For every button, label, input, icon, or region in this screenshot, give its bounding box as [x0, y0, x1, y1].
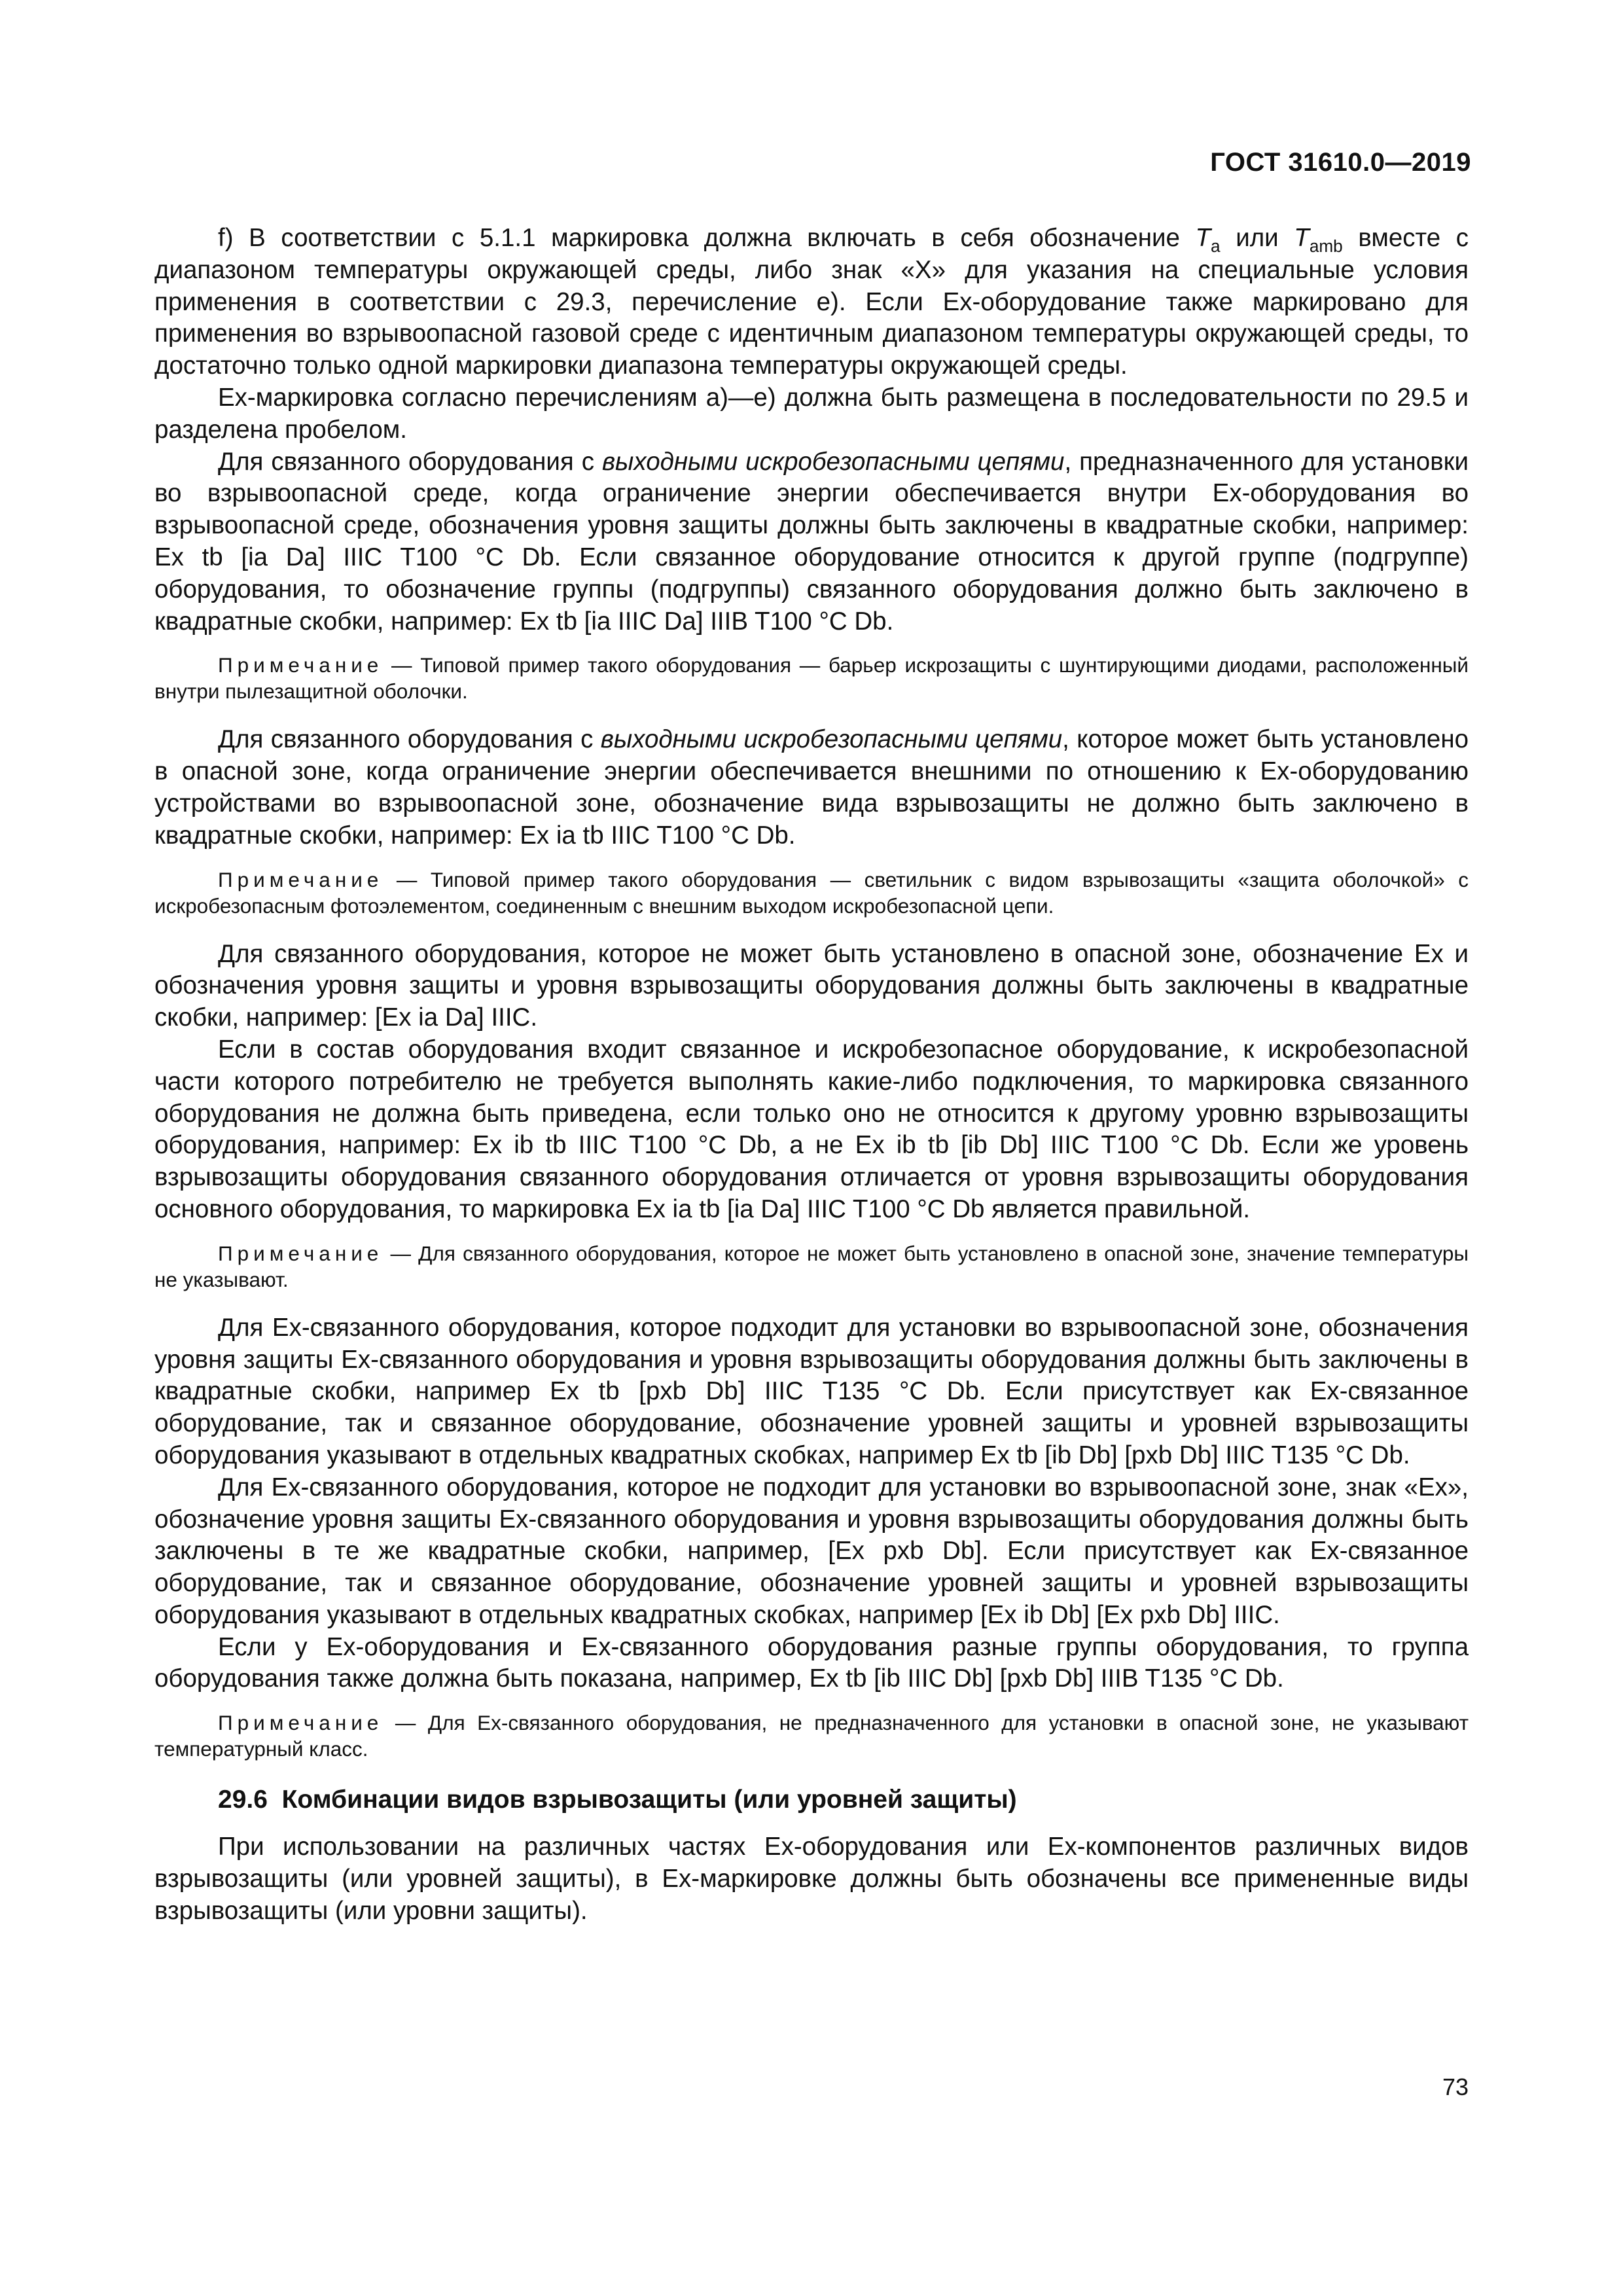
paragraph — [154, 724, 1469, 852]
text-run: f) В соответствии с 5.1.1 маркировка должна включать в себя обозначение — [218, 224, 1196, 252]
subscript-amb: amb — [1309, 236, 1343, 257]
note-text: — Для Ex-связанного оборудования, не предназначенного для установки в опасной зоне, не указывают температурный класс. — [154, 1711, 1469, 1761]
section-title: Комбинации видов взрывозащиты (или уровней защиты) — [281, 1785, 1017, 1814]
subscript-a: a — [1211, 236, 1221, 257]
paragraph: Ex-маркировка согласно перечислениям а)—е) должна быть размещена в последовательности по 29.5 и разделена пробелом. — [154, 383, 1469, 444]
text-run: Для связанного оборудования с — [218, 447, 602, 476]
paragraph: Для связанного оборудования, которое не может быть установлено в опасной зоне, обозначение Ex и обозначения уровня защиты и уровня взрывозащиты оборудования должны быть заключены в квадратные скобки, например: [Ex ia Da] IIIC. — [154, 939, 1469, 1032]
paragraph: Если в состав оборудования входит связанное и искробезопасное оборудование, к искробезопасной части которого потребителю не требуется выполнять какие-либо подключения, то маркировка связанного оборудования не должна быть приведена, если только оно не относится к другому уровню взрывозащиты оборудования, например: Ex ib tb IIIC T100 °C Db, а не Ex ib tb [ib Db] IIIC T100 °C Db. Если же уровень взрывозащиты оборудования связанного оборудования отличается от уровня взрывозащиты оборудования основного оборудования, то маркировка Ex ia tb [ia Da] IIIC T100 °C Db является правильной. — [154, 1035, 1469, 1223]
text-run: вместе с диапазоном температуры окружающей среды, либо знак «X» для указания на специальные условия применения в соответствии с 29.3, перечисление е). Если Ex-оборудование также маркировано для применения во взрывоопасной газовой среде с идентичным диапазоном температуры окружающей среды, то достаточно только одной маркировки диапазона температуры окружающей среды. — [154, 224, 1469, 380]
note — [154, 1710, 1469, 1762]
note-text: — Типовой пример такого оборудования — светильник с видом взрывозащиты «защита оболочкой» с искробезопасным фотоэлементом, соединенным с внешним выходом искробезопасной цепи. — [154, 867, 1469, 918]
note — [154, 652, 1469, 704]
page-content — [154, 223, 1469, 1928]
note-text: — Типовой пример такого оборудования — барьер искрозащиты с шунтирующими диодами, расположенный внутри пылезащитной оболочки. — [154, 653, 1469, 704]
symbol-t: T — [1294, 224, 1310, 252]
note-label: Примечание — [218, 653, 383, 677]
text-run: , предназначенного для установки во взрывоопасной среде, когда ограничение энергии обеспечивается внутри Ex-оборудования во взрывоопасной среде, обозначения уровня защиты должны быть заключены в квадратные скобки, например: Ex tb [ia Da] IIIC T100 °C Db. Если связанное оборудование относится к другой группе (подгруппе) оборудования, то обозначение группы (подгруппы) связанного оборудования должно быть заключено в квадратные скобки, например: Ex tb [ia IIIC Da] IIIB T100 °C Db. — [154, 447, 1469, 636]
note — [154, 867, 1469, 919]
paragraph: Для Ex-связанного оборудования, которое не подходит для установки во взрывоопасной зоне, знак «Ex», обозначение уровня защиты Ex-связанного оборудования и уровня взрывозащиты оборудования должны быть заключены в те же квадратные скобки, например, [Ex pxb Db]. Если присутствует как Ex-связанное оборудование, так и связанное оборудование, обозначение уровней защиты и уровней взрывозащиты оборудования указывают в отдельных квадратных скобках, например [Ex ib Db] [Ex pxb Db] IIIC. — [154, 1473, 1469, 1629]
note-text: — Для связанного оборудования, которое не может быть установлено в опасной зоне, значение температуры не указывают. — [154, 1241, 1469, 1291]
text-run: или — [1220, 224, 1294, 252]
paragraph: При использовании на различных частях Ex-оборудования или Ex-компонентов различных видов взрывозащиты (или уровней защиты), в Ex-маркировке должны быть обозначены все примененные виды взрывозащиты (или уровни защиты). — [154, 1833, 1469, 1925]
paragraph: Для Ex-связанного оборудования, которое подходит для установки во взрывоопасной зоне, обозначения уровня защиты Ex-связанного оборудования и уровня взрывозащиты оборудования должны быть заключены в квадратные скобки, например Ex tb [pxb Db] IIIC T135 °C Db. Если присутствует как Ex-связанное оборудование, так и связанное оборудование, обозначение уровней защиты и уровней взрывозащиты оборудования указывают в отдельных квадратных скобках, например Ex tb [ib Db] [pxb Db] IIIC T135 °C Db. — [154, 1313, 1469, 1469]
italic-term: выходными искробезопасными цепями — [600, 725, 1063, 754]
paragraph — [154, 446, 1469, 638]
note-label: Примечание — [218, 1241, 383, 1265]
paragraph: Если у Ex-оборудования и Ex-связанного оборудования разные группы оборудования, то группа оборудования также должна быть показана, например, Ex tb [ib IIIC Db] [pxb Db] IIIB T135 °C Db. — [154, 1632, 1469, 1693]
document-code: ГОСТ 31610.0—2019 — [1210, 148, 1471, 177]
paragraph-f — [154, 223, 1469, 382]
italic-term: выходными искробезопасными цепями — [601, 447, 1065, 476]
section-number: 29.6 — [218, 1785, 268, 1814]
section-heading — [154, 1785, 1469, 1814]
symbol-t: T — [1195, 224, 1211, 252]
note — [154, 1240, 1469, 1293]
note-label: Примечание — [218, 1711, 383, 1735]
note-label: Примечание — [218, 867, 383, 891]
text-run: Для связанного оборудования с — [218, 725, 601, 754]
page-number: 73 — [1442, 2073, 1469, 2100]
text-run: , которое может быть установлено в опасной зоне, когда ограничение энергии обеспечивается внешними по отношению к Ex-оборудованию устройствами во взрывоопасной зоне, обозначение вида взрывозащиты не должно быть заключено в квадратные скобки, например: Ex ia tb IIIC T100 °C Db. — [154, 725, 1469, 850]
